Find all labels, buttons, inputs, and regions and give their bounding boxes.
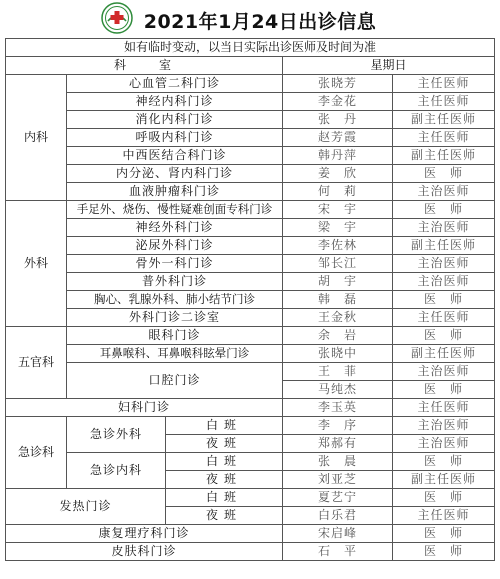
doctor-title: 主任医师 <box>393 75 495 93</box>
doctor-title: 副主任医师 <box>393 111 495 129</box>
doctor-title: 主任医师 <box>393 507 495 525</box>
table-row <box>6 327 495 345</box>
shift-label: 白班 <box>166 417 283 435</box>
table-row <box>6 525 495 543</box>
doctor-name: 石 平 <box>283 543 393 561</box>
doctor-name: 马纯杰 <box>283 381 393 399</box>
doctor-title: 主治医师 <box>393 273 495 291</box>
department-name: 妇科门诊 <box>6 399 283 417</box>
doctor-name: 刘亚芝 <box>283 471 393 489</box>
table-row <box>6 255 495 273</box>
doctor-name: 张 丹 <box>283 111 393 129</box>
department-name: 骨外一科门诊 <box>67 255 283 273</box>
table-row <box>6 309 495 327</box>
doctor-title: 副主任医师 <box>393 237 495 255</box>
notice-text: 如有临时变动，以当日实际出诊医师及时间为准 <box>6 39 495 57</box>
doctor-name: 宋 宇 <box>283 201 393 219</box>
department-name: 胸心、乳腺外科、肺小结节门诊 <box>67 291 283 309</box>
shift-label: 夜班 <box>166 507 283 525</box>
department-name: 心血管二科门诊 <box>67 75 283 93</box>
doctor-name: 赵芳霞 <box>283 129 393 147</box>
doctor-name: 余 岩 <box>283 327 393 345</box>
doctor-name: 李玉英 <box>283 399 393 417</box>
notice-row <box>6 39 495 57</box>
department-name: 呼吸内科门诊 <box>67 129 283 147</box>
doctor-name: 韩丹萍 <box>283 147 393 165</box>
doctor-title: 主任医师 <box>393 93 495 111</box>
table-row <box>6 399 495 417</box>
department-name: 消化内科门诊 <box>67 111 283 129</box>
shift-label: 夜班 <box>166 471 283 489</box>
doctor-title: 副主任医师 <box>393 471 495 489</box>
department-name: 耳鼻喉科、耳鼻喉科眩晕门诊 <box>67 345 283 363</box>
shift-label: 夜班 <box>166 435 283 453</box>
header-row <box>6 57 495 75</box>
department-name: 急诊内科 <box>67 453 166 489</box>
doctor-title: 医 师 <box>393 525 495 543</box>
doctor-title: 主治医师 <box>393 219 495 237</box>
doctor-name: 李佐林 <box>283 237 393 255</box>
doctor-name: 夏艺宁 <box>283 489 393 507</box>
table-row <box>6 453 495 471</box>
table-row <box>6 219 495 237</box>
doctor-title: 医 师 <box>393 381 495 399</box>
shift-label: 白班 <box>166 453 283 471</box>
table-row <box>6 291 495 309</box>
doctor-name: 张晓中 <box>283 345 393 363</box>
department-name: 血液肿瘤科门诊 <box>67 183 283 201</box>
department-name: 外科门诊二诊室 <box>67 309 283 327</box>
table-row <box>6 201 495 219</box>
doctor-title: 医 师 <box>393 327 495 345</box>
doctor-title: 副主任医师 <box>393 147 495 165</box>
doctor-name: 胡 宇 <box>283 273 393 291</box>
table-row <box>6 147 495 165</box>
table-row <box>6 129 495 147</box>
doctor-name: 姜 欣 <box>283 165 393 183</box>
doctor-title: 医 师 <box>393 543 495 561</box>
doctor-title: 主治医师 <box>393 417 495 435</box>
department-name: 泌尿外科门诊 <box>67 237 283 255</box>
table-row <box>6 273 495 291</box>
doctor-name: 王 菲 <box>283 363 393 381</box>
department-name: 神经外科门诊 <box>67 219 283 237</box>
group-label: 外科 <box>6 201 67 327</box>
table-row <box>6 93 495 111</box>
page-title: 2021年1月24日出诊信息 <box>143 11 377 33</box>
doctor-title: 主治医师 <box>393 435 495 453</box>
table-row <box>6 165 495 183</box>
doctor-name: 宋启峰 <box>283 525 393 543</box>
department-name: 眼科门诊 <box>67 327 283 345</box>
doctor-title: 主任医师 <box>393 129 495 147</box>
department-name: 康复理疗科门诊 <box>6 525 283 543</box>
department-name: 中西医结合科门诊 <box>67 147 283 165</box>
doctor-title: 主治医师 <box>393 255 495 273</box>
doctor-name: 王金秋 <box>283 309 393 327</box>
doctor-title: 主任医师 <box>393 309 495 327</box>
weekday-column-header: 星期日 <box>283 57 495 75</box>
table-row <box>6 75 495 93</box>
table-row <box>6 489 495 507</box>
group-label: 内科 <box>6 75 67 201</box>
group-label: 五官科 <box>6 327 67 399</box>
doctor-name: 何 莉 <box>283 183 393 201</box>
doctor-name: 郑郝有 <box>283 435 393 453</box>
doctor-name: 白乐君 <box>283 507 393 525</box>
department-name: 神经内科门诊 <box>67 93 283 111</box>
table-row <box>6 345 495 363</box>
table-row <box>6 237 495 255</box>
department-name: 手足外、烧伤、慢性疑难创面专科门诊 <box>67 201 283 219</box>
doctor-title: 医 师 <box>393 291 495 309</box>
table-row <box>6 363 495 381</box>
doctor-name: 韩 磊 <box>283 291 393 309</box>
department-name: 口腔门诊 <box>67 363 283 399</box>
schedule-table <box>5 38 495 561</box>
doctor-name: 李金花 <box>283 93 393 111</box>
doctor-name: 张晓芳 <box>283 75 393 93</box>
doctor-title: 主任医师 <box>393 399 495 417</box>
table-row <box>6 417 495 435</box>
doctor-title: 主治医师 <box>393 183 495 201</box>
doctor-title: 医 师 <box>393 453 495 471</box>
doctor-name: 梁 宇 <box>283 219 393 237</box>
doctor-title: 主治医师 <box>393 363 495 381</box>
doctor-title: 副主任医师 <box>393 345 495 363</box>
department-name: 发热门诊 <box>6 489 166 525</box>
doctor-name: 张 晨 <box>283 453 393 471</box>
doctor-title: 医 师 <box>393 489 495 507</box>
doctor-title: 医 师 <box>393 165 495 183</box>
doctor-name: 李 序 <box>283 417 393 435</box>
table-row <box>6 543 495 561</box>
table-row <box>6 183 495 201</box>
department-name: 内分泌、肾内科门诊 <box>67 165 283 183</box>
group-label: 急诊科 <box>6 417 67 489</box>
department-name: 普外科门诊 <box>67 273 283 291</box>
doctor-name: 邹长江 <box>283 255 393 273</box>
doctor-title: 医 师 <box>393 201 495 219</box>
department-column-header: 科 室 <box>6 57 283 75</box>
table-row <box>6 111 495 129</box>
department-name: 急诊外科 <box>67 417 166 453</box>
shift-label: 白班 <box>166 489 283 507</box>
department-name: 皮肤科门诊 <box>6 543 283 561</box>
